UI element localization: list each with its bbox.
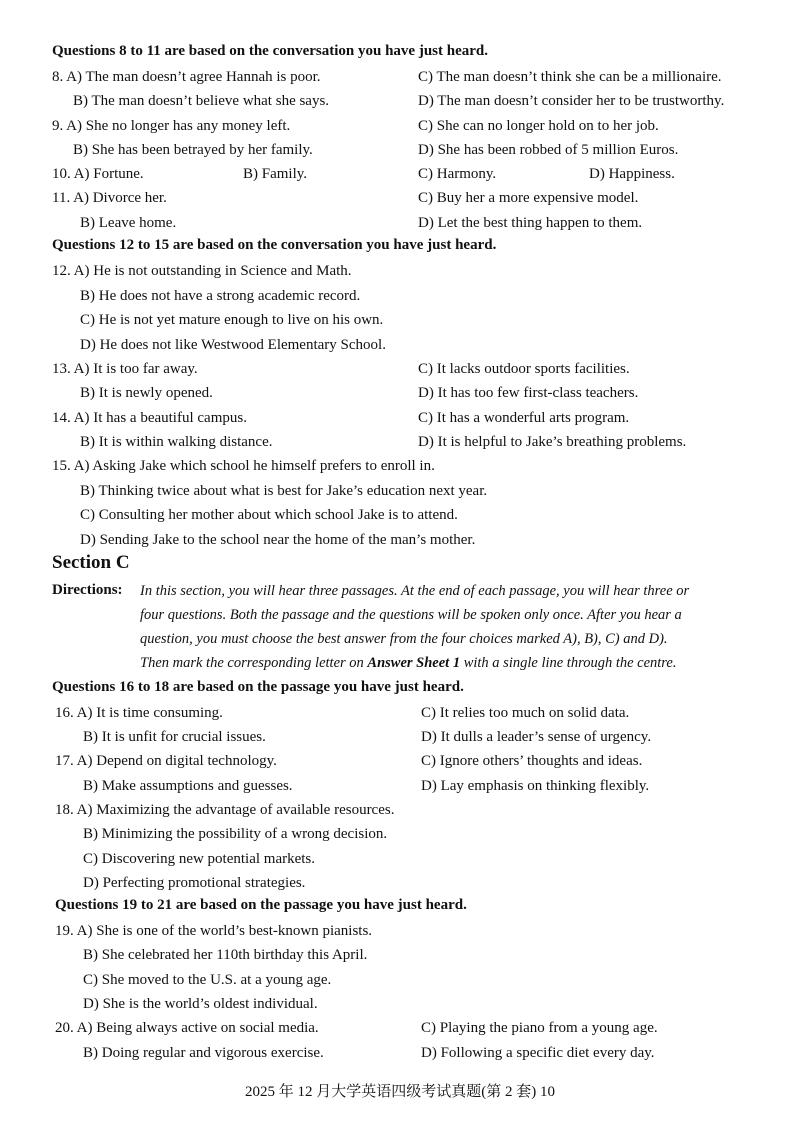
q11-option-b: B) Leave home. (80, 215, 177, 231)
group-header-12-15: Questions 12 to 15 are based on the conversation you have just heard. (52, 237, 497, 253)
directions-line-3: question, you must choose the best answer from the four choices marked A), B), C) and D). (140, 631, 668, 647)
group-header-19-21: Questions 19 to 21 are based on the passage you have just heard. (55, 897, 467, 913)
directions-label: Directions: (52, 582, 123, 598)
q16-option-a: 16. A) It is time consuming. (55, 705, 223, 721)
q17-option-c: C) Ignore others’ thoughts and ideas. (421, 753, 643, 769)
q8-option-a: 8. A) The man doesn’t agree Hannah is poor. (52, 69, 321, 85)
q15-option-c: C) Consulting her mother about which school Jake is to attend. (80, 507, 458, 523)
q12-option-c: C) He is not yet mature enough to live on his own. (80, 312, 384, 328)
q12-option-b: B) He does not have a strong academic record. (80, 288, 361, 304)
q19-option-b: B) She celebrated her 110th birthday this April. (83, 947, 368, 963)
q14-option-c: C) It has a wonderful arts program. (418, 410, 630, 426)
q13-option-b: B) It is newly opened. (80, 385, 213, 401)
q18-option-d: D) Perfecting promotional strategies. (83, 875, 306, 891)
q16-option-b: B) It is unfit for crucial issues. (83, 729, 266, 745)
q14-option-a: 14. A) It has a beautiful campus. (52, 410, 247, 426)
q14-option-d: D) It is helpful to Jake’s breathing problems. (418, 434, 687, 450)
q15-option-d: D) Sending Jake to the school near the home of the man’s mother. (80, 532, 476, 548)
q18-option-b: B) Minimizing the possibility of a wrong decision. (83, 826, 388, 842)
group-header-8-11: Questions 8 to 11 are based on the conversation you have just heard. (52, 43, 488, 59)
q13-option-d: D) It has too few first-class teachers. (418, 385, 639, 401)
q14-option-b: B) It is within walking distance. (80, 434, 273, 450)
q19-option-a: 19. A) She is one of the world’s best-known pianists. (55, 923, 373, 939)
q16-option-d: D) It dulls a leader’s sense of urgency. (421, 729, 652, 745)
q15-option-a: 15. A) Asking Jake which school he himself prefers to enroll in. (52, 458, 435, 474)
q13-option-c: C) It lacks outdoor sports facilities. (418, 361, 630, 377)
q20-option-d: D) Following a specific diet every day. (421, 1045, 655, 1061)
q20-option-c: C) Playing the piano from a young age. (421, 1020, 658, 1036)
q17-option-a: 17. A) Depend on digital technology. (55, 753, 277, 769)
q9-option-b: B) She has been betrayed by her family. (73, 142, 313, 158)
page-footer: 2025 年 12 月大学英语四级考试真题(第 2 套) 10 (245, 1084, 555, 1100)
directions-line-1: In this section, you will hear three passages. At the end of each passage, you will hear three or (140, 583, 690, 599)
q8-option-d: D) The man doesn’t consider her to be trustworthy. (418, 93, 725, 109)
q11-option-c: C) Buy her a more expensive model. (418, 190, 639, 206)
section-c-title: Section C (52, 552, 130, 573)
q12-option-a: 12. A) He is not outstanding in Science and Math. (52, 263, 352, 279)
q8-option-c: C) The man doesn’t think she can be a millionaire. (418, 69, 722, 85)
q9-option-a: 9. A) She no longer has any money left. (52, 118, 291, 134)
q12-option-d: D) He does not like Westwood Elementary School. (80, 337, 386, 353)
q19-option-d: D) She is the world’s oldest individual. (83, 996, 318, 1012)
q8-option-b: B) The man doesn’t believe what she says. (73, 93, 330, 109)
q18-option-c: C) Discovering new potential markets. (83, 851, 316, 867)
q9-option-d: D) She has been robbed of 5 million Euros. (418, 142, 679, 158)
q13-option-a: 13. A) It is too far away. (52, 361, 198, 377)
q16-option-c: C) It relies too much on solid data. (421, 705, 630, 721)
q10-option-b: B) Family. (243, 166, 308, 182)
directions-line-4 (140, 655, 676, 672)
directions-line-2: four questions. Both the passage and the questions will be spoken only once. After you hear a (140, 607, 682, 623)
q19-option-c: C) She moved to the U.S. at a young age. (83, 972, 332, 988)
q11-option-d: D) Let the best thing happen to them. (418, 215, 643, 231)
q15-option-b: B) Thinking twice about what is best for Jake’s education next year. (80, 483, 488, 499)
group-header-16-18: Questions 16 to 18 are based on the passage you have just heard. (52, 679, 464, 695)
q10-option-c: C) Harmony. (418, 166, 497, 182)
q18-option-a: 18. A) Maximizing the advantage of available resources. (55, 802, 395, 818)
q9-option-c: C) She can no longer hold on to her job. (418, 118, 659, 134)
directions-line-4-start: Then mark the corresponding letter on (140, 655, 368, 671)
q10-option-d: D) Happiness. (589, 166, 675, 182)
directions-line-4-end: with a single line through the centre. (460, 655, 677, 671)
q11-option-a: 11. A) Divorce her. (52, 190, 167, 206)
answer-sheet-emphasis: Answer Sheet 1 (367, 655, 461, 671)
q17-option-d: D) Lay emphasis on thinking flexibly. (421, 778, 650, 794)
q10-option-a: 10. A) Fortune. (52, 166, 144, 182)
q17-option-b: B) Make assumptions and guesses. (83, 778, 293, 794)
q20-option-a: 20. A) Being always active on social media. (55, 1020, 319, 1036)
q20-option-b: B) Doing regular and vigorous exercise. (83, 1045, 324, 1061)
